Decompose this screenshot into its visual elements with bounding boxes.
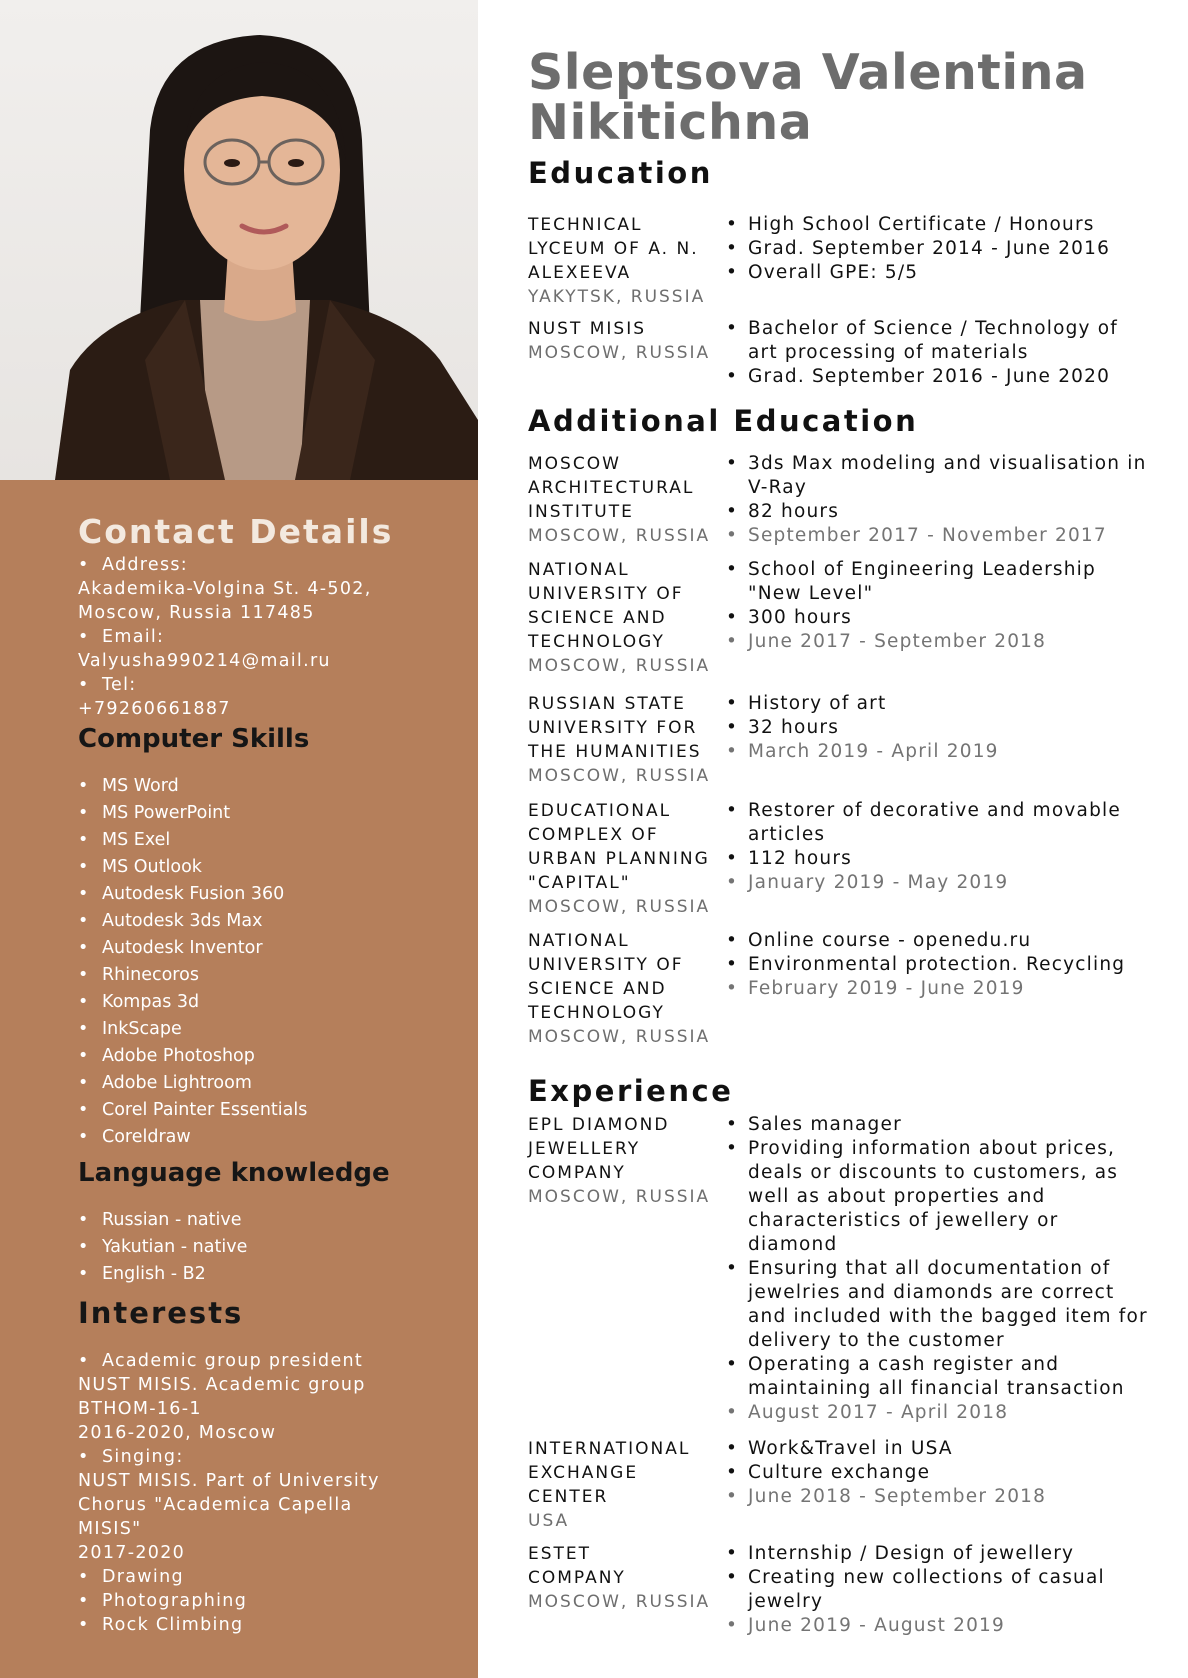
entry-details bbox=[724, 452, 1154, 548]
employer bbox=[528, 1542, 718, 1614]
institution-location: MOSCOW, RUSSIA bbox=[528, 766, 711, 786]
interest-detail: NUST MISIS. Academic group bbox=[78, 1375, 366, 1395]
institution-name-line: NATIONAL bbox=[528, 560, 630, 580]
institution-name-line: ARCHITECTURAL bbox=[528, 478, 695, 498]
contact-address-label: • Address: bbox=[78, 553, 372, 577]
entry-details bbox=[724, 799, 1154, 895]
institution-name-line: COMPLEX OF bbox=[528, 825, 659, 845]
detail-item: • Online course - openedu.ru bbox=[724, 929, 1154, 953]
additional-education-heading: Additional Education bbox=[528, 404, 919, 438]
employer-name-line: COMPANY bbox=[528, 1568, 626, 1588]
institution-name-line: UNIVERSITY OF bbox=[528, 584, 684, 604]
portrait-illustration bbox=[0, 0, 478, 480]
institution-name-line: ALEXEEVA bbox=[528, 263, 632, 283]
institution-name-line: TECHNOLOGY bbox=[528, 1003, 665, 1023]
interest-detail: NUST MISIS. Part of University bbox=[78, 1471, 380, 1491]
interest-item: • Rock Climbing bbox=[78, 1613, 380, 1637]
employer-location: USA bbox=[528, 1511, 570, 1531]
date-range: • June 2017 - September 2018 bbox=[724, 630, 1154, 654]
institution-name-line: LYCEUM OF A. N. bbox=[528, 239, 699, 259]
contact-email: Valyusha990214@mail.ru bbox=[78, 651, 331, 671]
interest-detail: 2016-2020, Moscow bbox=[78, 1423, 277, 1443]
institution-name-line: EDUCATIONAL bbox=[528, 801, 672, 821]
detail-item: • High School Certificate / Honours bbox=[724, 213, 1154, 237]
employer-name-line: COMPANY bbox=[528, 1163, 626, 1183]
contact-address-line: Moscow, Russia 117485 bbox=[78, 603, 315, 623]
institution-name-line: SCIENCE AND bbox=[528, 608, 667, 628]
contact-phone-label: • Tel: bbox=[78, 673, 372, 697]
language-item: • Yakutian - native bbox=[78, 1234, 247, 1261]
date-range: • June 2018 - September 2018 bbox=[724, 1485, 1154, 1509]
interest-detail: BTHOM-16-1 bbox=[78, 1399, 202, 1419]
contact-details bbox=[78, 553, 372, 721]
entry-details bbox=[724, 317, 1154, 389]
skill-item: • Autodesk 3ds Max bbox=[78, 908, 307, 935]
institution bbox=[528, 317, 718, 365]
detail-item: • 112 hours bbox=[724, 847, 1154, 871]
detail-item: • Creating new collections of casual jewelry bbox=[724, 1566, 1154, 1614]
institution-location: MOSCOW, RUSSIA bbox=[528, 656, 711, 676]
detail-item: • Culture exchange bbox=[724, 1461, 1154, 1485]
language-item: • English - B2 bbox=[78, 1261, 247, 1288]
detail-item: • Restorer of decorative and movable articles bbox=[724, 799, 1154, 847]
contact-address-line: Akademika-Volgina St. 4-502, bbox=[78, 579, 372, 599]
employer-name-line: JEWELLERY bbox=[528, 1139, 641, 1159]
institution bbox=[528, 799, 718, 919]
sidebar bbox=[0, 0, 478, 1678]
institution-name-line: MOSCOW bbox=[528, 454, 621, 474]
detail-item: • Bachelor of Science / Technology of art processing of materials bbox=[724, 317, 1154, 365]
institution-location: MOSCOW, RUSSIA bbox=[528, 1027, 711, 1047]
date-range: • August 2017 - April 2018 bbox=[724, 1401, 1154, 1425]
interest-item: • Academic group president bbox=[78, 1349, 380, 1373]
detail-item: • Environmental protection. Recycling bbox=[724, 953, 1154, 977]
language-knowledge-heading: Language knowledge bbox=[78, 1158, 390, 1188]
language-item: • Russian - native bbox=[78, 1207, 247, 1234]
interest-item: • Drawing bbox=[78, 1565, 380, 1589]
detail-item: • 82 hours bbox=[724, 500, 1154, 524]
institution-name-line: TECHNICAL bbox=[528, 215, 643, 235]
skill-item: • Corel Painter Essentials bbox=[78, 1097, 307, 1124]
institution-name-line: NUST MISIS bbox=[528, 319, 647, 339]
detail-item: • 32 hours bbox=[724, 716, 1154, 740]
employer-location: MOSCOW, RUSSIA bbox=[528, 1592, 711, 1612]
detail-item: • Grad. September 2016 - June 2020 bbox=[724, 365, 1154, 389]
detail-item: • Sales manager bbox=[724, 1113, 1154, 1137]
entry-details bbox=[724, 213, 1154, 285]
institution bbox=[528, 558, 718, 678]
language-list bbox=[78, 1207, 247, 1288]
entry-details bbox=[724, 1113, 1154, 1425]
skill-item: • Autodesk Fusion 360 bbox=[78, 881, 307, 908]
institution bbox=[528, 213, 718, 309]
detail-item: • History of art bbox=[724, 692, 1154, 716]
institution-name-line: THE HUMANITIES bbox=[528, 742, 702, 762]
detail-item: • Ensuring that all documentation of jewelries and diamonds are correct and included with the bagged item for delivery to the customer bbox=[724, 1257, 1154, 1353]
employer-name-line: CENTER bbox=[528, 1487, 609, 1507]
detail-item: • Operating a cash register and maintaining all financial transaction bbox=[724, 1353, 1154, 1401]
detail-item: • 3ds Max modeling and visualisation in V-Ray bbox=[724, 452, 1154, 500]
interest-detail: Chorus "Academica Capella bbox=[78, 1495, 353, 1515]
skill-item: • Rhinecoros bbox=[78, 962, 307, 989]
institution-name-line: RUSSIAN STATE bbox=[528, 694, 686, 714]
employer-name-line: EXCHANGE bbox=[528, 1463, 639, 1483]
skill-item: • Adobe Lightroom bbox=[78, 1070, 307, 1097]
skill-item: • Autodesk Inventor bbox=[78, 935, 307, 962]
institution-name-line: NATIONAL bbox=[528, 931, 630, 951]
institution-location: YAKYTSK, RUSSIA bbox=[528, 287, 706, 307]
computer-skills-heading: Computer Skills bbox=[78, 724, 310, 754]
institution-name-line: UNIVERSITY OF bbox=[528, 955, 684, 975]
institution-name-line: UNIVERSITY FOR bbox=[528, 718, 698, 738]
institution-name-line: TECHNOLOGY bbox=[528, 632, 665, 652]
institution-location: MOSCOW, RUSSIA bbox=[528, 897, 711, 917]
detail-item: • Work&Travel in USA bbox=[724, 1437, 1154, 1461]
entry-details bbox=[724, 692, 1154, 764]
skill-item: • Adobe Photoshop bbox=[78, 1043, 307, 1070]
skill-item: • MS Word bbox=[78, 773, 307, 800]
employer-location: MOSCOW, RUSSIA bbox=[528, 1187, 711, 1207]
date-range: • January 2019 - May 2019 bbox=[724, 871, 1154, 895]
skill-item: • Coreldraw bbox=[78, 1124, 307, 1151]
institution bbox=[528, 692, 718, 788]
employer bbox=[528, 1437, 718, 1533]
skill-item: • InkScape bbox=[78, 1016, 307, 1043]
detail-item: • Providing information about prices, deals or discounts to customers, as well as about properties and characteristics of jewellery or diamond bbox=[724, 1137, 1154, 1257]
employer-name-line: ESTET bbox=[528, 1544, 592, 1564]
skill-item: • Kompas 3d bbox=[78, 989, 307, 1016]
interests-heading: Interests bbox=[78, 1296, 244, 1330]
institution-name-line: URBAN PLANNING bbox=[528, 849, 710, 869]
skill-item: • MS Exel bbox=[78, 827, 307, 854]
interest-detail: MISIS" bbox=[78, 1519, 142, 1539]
skill-item: • MS PowerPoint bbox=[78, 800, 307, 827]
institution-location: MOSCOW, RUSSIA bbox=[528, 526, 711, 546]
education-heading: Education bbox=[528, 156, 713, 190]
detail-item: • School of Engineering Leadership "New Level" bbox=[724, 558, 1154, 606]
institution-location: MOSCOW, RUSSIA bbox=[528, 343, 711, 363]
entry-details bbox=[724, 929, 1154, 1001]
contact-phone: +79260661887 bbox=[78, 699, 231, 719]
institution bbox=[528, 452, 718, 548]
contact-email-label: • Email: bbox=[78, 625, 372, 649]
person-name bbox=[528, 44, 1088, 151]
detail-item: • Overall GPE: 5/5 bbox=[724, 261, 1154, 285]
employer-name-line: EPL DIAMOND bbox=[528, 1115, 670, 1135]
name-line: Sleptsova Valentina bbox=[528, 44, 1088, 101]
profile-photo bbox=[0, 0, 478, 480]
entry-details bbox=[724, 558, 1154, 654]
computer-skills-list bbox=[78, 773, 307, 1151]
employer bbox=[528, 1113, 718, 1209]
experience-heading: Experience bbox=[528, 1074, 734, 1108]
skill-item: • MS Outlook bbox=[78, 854, 307, 881]
detail-item: • Grad. September 2014 - June 2016 bbox=[724, 237, 1154, 261]
institution bbox=[528, 929, 718, 1049]
interest-item: • Photographing bbox=[78, 1589, 380, 1613]
entry-details bbox=[724, 1437, 1154, 1509]
detail-item: • 300 hours bbox=[724, 606, 1154, 630]
date-range: • February 2019 - June 2019 bbox=[724, 977, 1154, 1001]
date-range: • March 2019 - April 2019 bbox=[724, 740, 1154, 764]
institution-name-line: "CAPITAL" bbox=[528, 873, 631, 893]
interests-list bbox=[78, 1349, 380, 1637]
employer-name-line: INTERNATIONAL bbox=[528, 1439, 691, 1459]
entry-details bbox=[724, 1542, 1154, 1638]
institution-name-line: SCIENCE AND bbox=[528, 979, 667, 999]
date-range: • September 2017 - November 2017 bbox=[724, 524, 1154, 548]
date-range: • June 2019 - August 2019 bbox=[724, 1614, 1154, 1638]
name-line: Nikitichna bbox=[528, 94, 813, 151]
contact-details-heading: Contact Details bbox=[78, 512, 394, 551]
interest-detail: 2017-2020 bbox=[78, 1543, 186, 1563]
detail-item: • Internship / Design of jewellery bbox=[724, 1542, 1154, 1566]
interest-item: • Singing: bbox=[78, 1445, 380, 1469]
institution-name-line: INSTITUTE bbox=[528, 502, 634, 522]
